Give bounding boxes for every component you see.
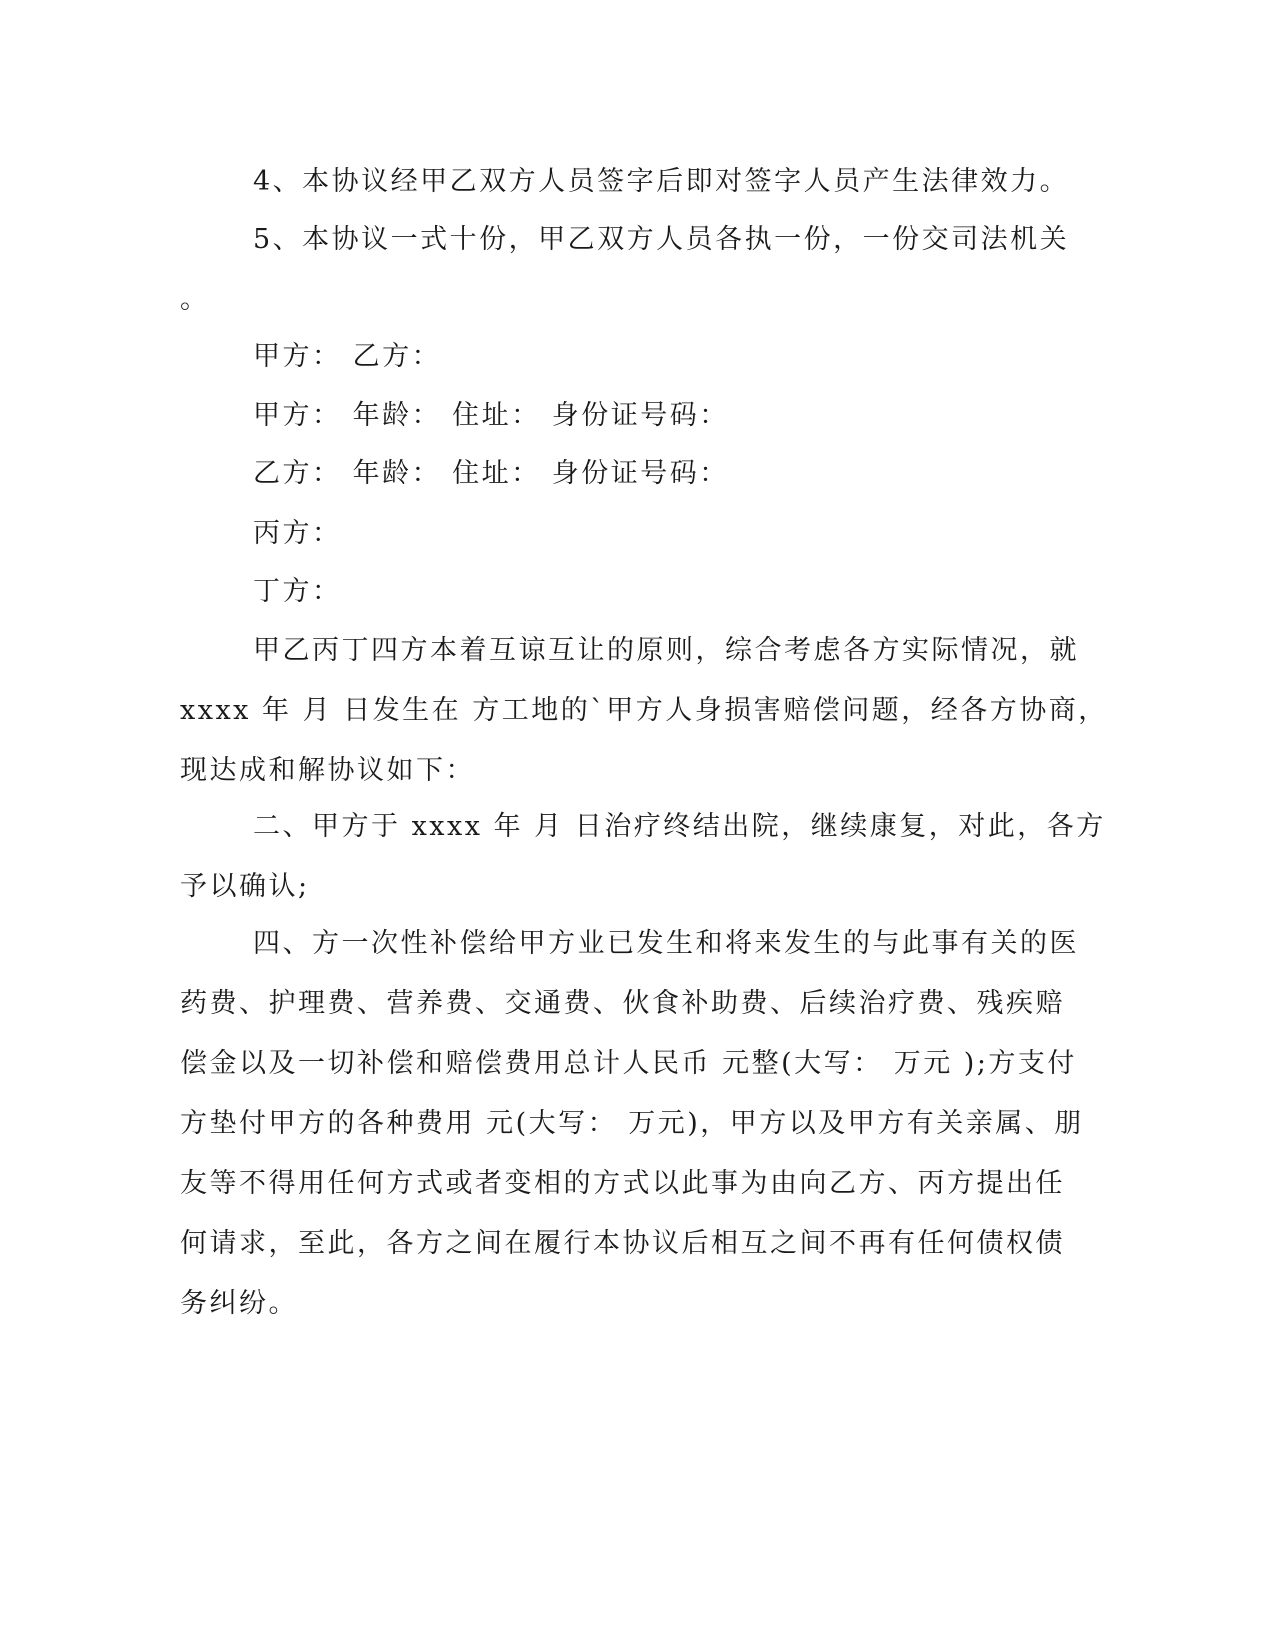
text-line: 。 xyxy=(180,284,210,315)
clause-two-paragraph xyxy=(180,797,1106,917)
text-line: 药费、护理费、营养费、交通费、伙食补助费、后续治疗费、残疾赔 xyxy=(180,988,1065,1019)
text-line: 甲方： 乙方： xyxy=(253,341,442,372)
text-line: 丙方： xyxy=(253,518,342,549)
party-a-b-line xyxy=(180,327,1030,387)
text-line: 方垫付甲方的各种费用 元(大写： 万元)，甲方以及甲方有关亲属、朋 xyxy=(180,1108,1084,1139)
text-line: 甲乙丙丁四方本着互谅互让的原则，综合考虑各方实际情况，就 xyxy=(253,635,1079,666)
text-line: xxxx 年 月 日发生在 方工地的`甲方人身损害赔偿问题，经各方协商， xyxy=(180,695,1108,726)
party-d-line xyxy=(180,562,1030,622)
text-line: 何请求，至此，各方之间在履行本协议后相互之间不再有任何债权债 xyxy=(180,1228,1065,1259)
party-c-line xyxy=(180,504,1030,564)
text-line: 予以确认; xyxy=(180,871,310,902)
party-b-info-line xyxy=(180,444,1030,504)
text-line: 甲方： 年龄： 住址： 身份证号码： xyxy=(253,400,729,431)
text-line: 务纠纷。 xyxy=(180,1288,298,1319)
text-line: 乙方： 年龄： 住址： 身份证号码： xyxy=(253,458,729,489)
text-line: 友等不得用任何方式或者变相的方式以此事为由向乙方、丙方提出任 xyxy=(180,1168,1065,1199)
text-line: 偿金以及一切补偿和赔偿费用总计人民币 元整(大写： 万元 );方支付 xyxy=(180,1048,1077,1079)
text-line: 四、方一次性补偿给甲方业已发生和将来发生的与此事有关的医 xyxy=(253,928,1079,959)
party-a-info-line xyxy=(180,386,1030,446)
text-line: 5、本协议一式十份，甲乙双方人员各执一份，一份交司法机关 xyxy=(253,224,1070,255)
clause-four-paragraph xyxy=(180,914,1084,1334)
text-line: 现达成和解协议如下： xyxy=(180,755,475,786)
text-line: 4、本协议经甲乙双方人员签字后即对签字人员产生法律效力。 xyxy=(253,166,1070,197)
text-line: 二、甲方于 xxxx 年 月 日治疗终结出院，继续康复，对此，各方 xyxy=(253,811,1106,842)
preamble-paragraph xyxy=(180,621,1108,801)
clause-4-paragraph xyxy=(180,152,1070,212)
clause-5-paragraph xyxy=(180,210,1070,330)
text-line: 丁方： xyxy=(253,576,342,607)
